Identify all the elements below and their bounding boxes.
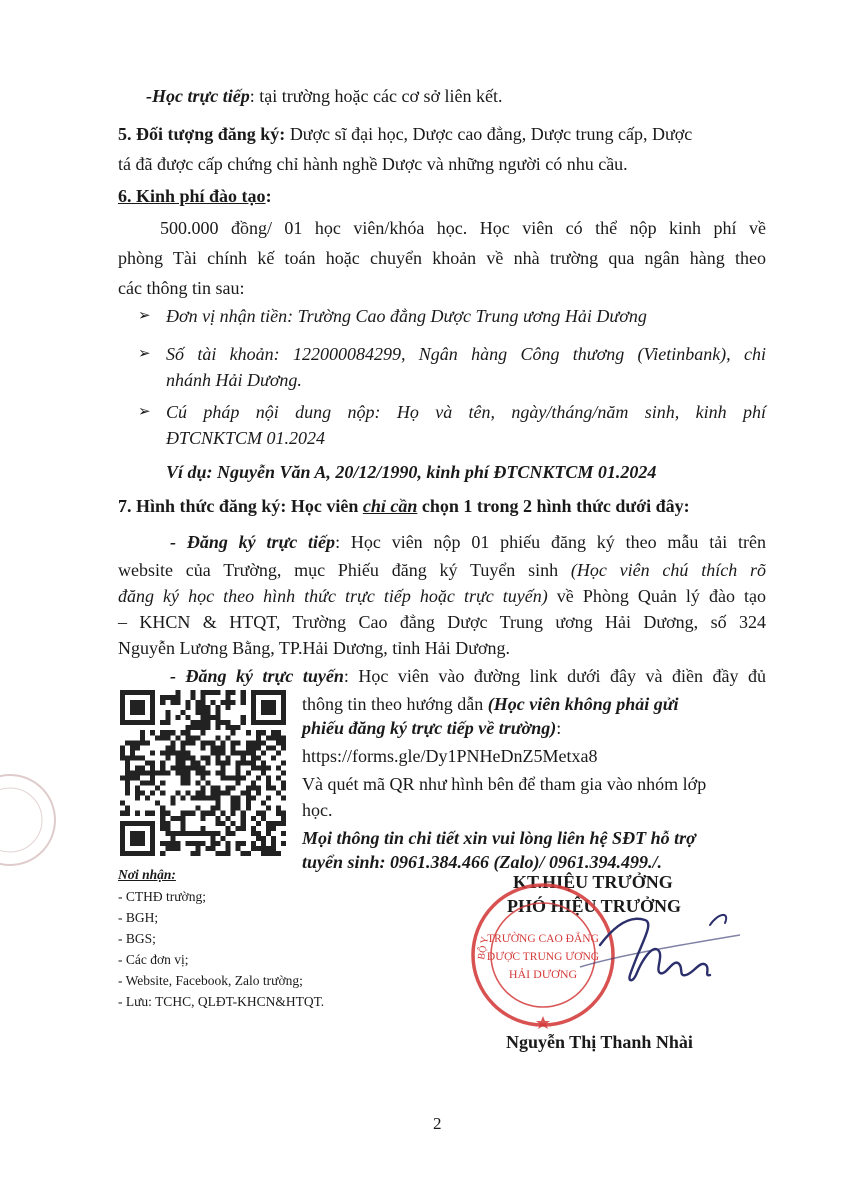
direct-reg-text2a: website của Trường, mục Phiếu đăng ký Tuyển sinh [118,560,571,580]
section6-p2 [118,246,766,270]
signature-title-line2: PHÓ HIỆU TRƯỞNG [507,896,682,916]
online-reg-text2a: thông tin theo hướng dẫn [302,694,488,714]
section6-p3: các thông tin sau: [118,278,245,298]
direct-reg-text2b: (Học viên chú thích rõ [570,560,766,580]
seal-text-line3: HẢI DƯƠNG [508,967,578,981]
qr-code[interactable] [120,690,286,856]
registration-link[interactable]: https://forms.gle/Dy1PNHeDnZ5Metxa8 [302,746,598,766]
seal-text-line1: TRƯỜNG CAO ĐẲNG [487,933,599,945]
signature-title-line1: KT.HIỆU TRƯỞNG [513,872,673,892]
bullet-syntax-text: Cú pháp nội dung nộp: Họ và tên, ngày/tháng/năm sinh, kinh phí [166,402,766,422]
online-reg-text2b: (Học viên không phải gửi [487,694,679,714]
bullet-account-text: Số tài khoản: 122000084299, Ngân hàng Công thương (Vietinbank), chi [166,344,766,364]
section7-heading-emphasis: chỉ cần [362,496,418,516]
bullet-arrow-icon: ➢ [138,346,151,362]
study-mode-text: : tại trường hoặc các cơ sở liên kết. [249,86,503,106]
recipient-item: - BGH; [118,910,159,925]
recipient-item: - BGS; [118,931,156,946]
bullet-syntax [166,400,766,424]
page-number: 2 [433,1114,442,1133]
study-mode-line [146,84,503,108]
bullet-arrow-icon: ➢ [138,308,151,324]
section7-heading [118,494,690,518]
online-reg-line2 [302,692,679,716]
bullet-syntax-cont: ĐTCNKTCM 01.2024 [166,428,326,448]
recipient-item: - CTHĐ trường; [118,889,206,904]
recipient-item: - Các đơn vị; [118,952,189,967]
direct-reg-text3b: về Phòng Quản lý đào tạo [547,586,766,606]
direct-reg-text4: – KHCN & HTQT, Trường Cao đẳng Dược Trung ương Hải Dương, số 324 [118,612,766,632]
seal-text-line2: DƯỢC TRUNG ƯƠNG [486,951,600,963]
contact-line2: tuyển sinh: 0961.384.466 (Zalo)/ 0961.394.499./. [302,852,663,872]
section5-heading: 5. Đối tượng đăng ký: [118,124,286,144]
section7-heading-a: 7. Hình thức đăng ký: Học viên [118,496,363,516]
direct-reg-line1 [170,530,766,554]
section5-line1 [118,122,692,146]
section6-colon: : [265,186,272,206]
partial-stamp-left [0,760,60,880]
recipient-item: - Website, Facebook, Zalo trường; [118,973,303,988]
direct-reg-line3 [118,584,766,608]
direct-reg-label: - Đăng ký trực tiếp [170,532,336,552]
online-reg-label: - Đăng ký trực tuyến [170,666,344,686]
bullet-account-cont: nhánh Hải Dương. [166,370,302,390]
direct-reg-text3a: đăng ký học theo hình thức trực tiếp hoặc trực tuyến) [118,586,548,606]
qr-instruction-line2: học. [302,800,333,820]
direct-reg-line2 [118,558,766,582]
section6-heading: 6. Kinh phí đào tạo [118,186,266,206]
contact-line1: Mọi thông tin chi tiết xin vui lòng liên hệ SĐT hỗ trợ [302,828,696,848]
online-reg-text3-colon: : [556,718,562,738]
payment-example: Ví dụ: Nguyễn Văn A, 20/12/1990, kinh phí ĐTCNKTCM 01.2024 [166,462,657,482]
recipient-item: - Lưu: TCHC, QLĐT-KHCN&HTQT. [118,994,325,1009]
bullet-recipient: Đơn vị nhận tiền: Trường Cao đẳng Dược Trung ương Hải Dương [166,306,647,326]
seal-side-text: BỘ Y [476,935,491,961]
direct-reg-line5: Nguyễn Lương Bằng, TP.Hải Dương, tỉnh Hải Dương. [118,638,510,658]
qr-instruction-line1: Và quét mã QR như hình bên để tham gia vào nhóm lớp [302,774,707,794]
section6-heading-line [118,184,272,208]
direct-reg-line4 [118,610,766,634]
online-reg-text1: : Học viên vào đường link dưới đây và điền đầy đủ [343,666,766,686]
handwritten-signature [560,905,760,995]
section6-p1 [160,216,766,240]
online-reg-line1 [170,664,766,688]
study-mode-label: -Học trực tiếp [146,86,250,106]
section7-heading-b: chọn 1 trong 2 hình thức dưới đây: [417,496,690,516]
direct-reg-text1: : Học viên nộp 01 phiếu đăng ký theo mẫu tải trên [335,532,767,552]
section5-text1: Dược sĩ đại học, Dược cao đẳng, Dược trung cấp, Dược [285,124,693,144]
online-reg-line3 [302,716,561,740]
bullet-account [166,342,766,366]
signer-name: Nguyễn Thị Thanh Nhài [506,1032,693,1052]
recipients-title: Nơi nhận: [118,867,176,882]
section5-line2: tá đã được cấp chứng chỉ hành nghề Dược và những người có nhu cầu. [118,154,628,174]
section6-p2-text: phòng Tài chính kế toán hoặc chuyển khoản về nhà trường qua ngân hàng theo [118,248,766,268]
online-reg-text3: phiếu đăng ký trực tiếp về trường) [302,718,557,738]
bullet-arrow-icon: ➢ [138,404,151,420]
section6-p1-text: 500.000 đồng/ 01 học viên/khóa học. Học viên có thể nộp kinh phí về [160,218,766,238]
